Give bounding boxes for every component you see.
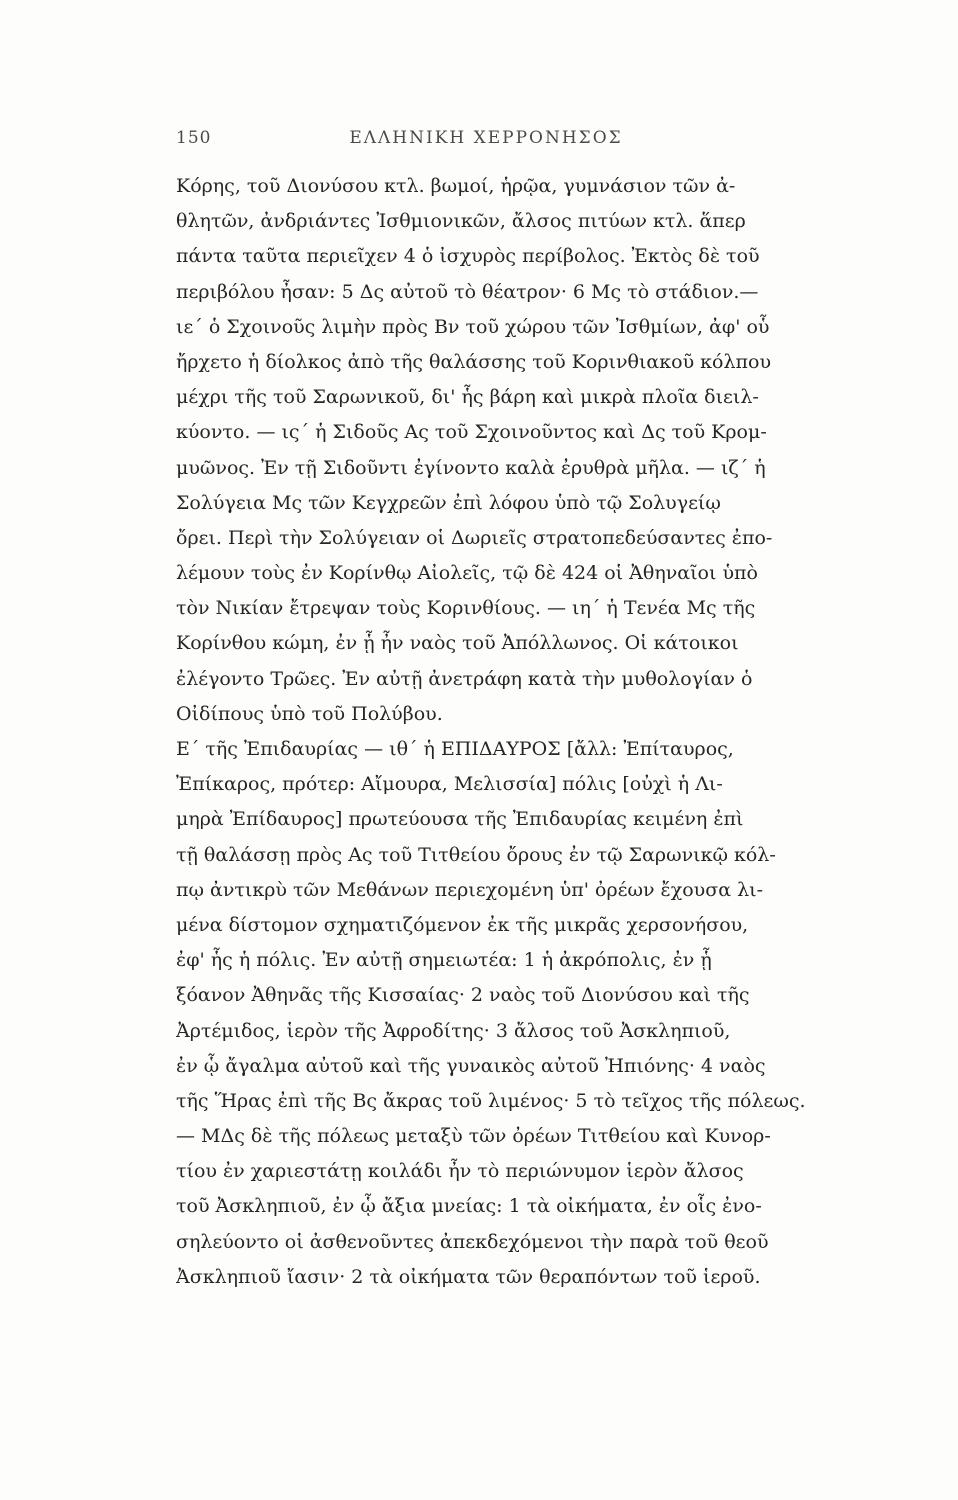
page-number: 150 — [176, 128, 212, 148]
text-line: ὄρει. Περὶ τὴν Σολύγειαν οἱ Δωριεῖς στρατοπεδεύσαντες ἐπο- — [176, 526, 773, 549]
text-line: ἐλέγοντο Τρῶες. Ἐν αὐτῇ ἀνετράφη κατὰ τὴν μυθολογίαν ὁ — [176, 667, 753, 690]
text-line: λέμουν τοὺς ἐν Κορίνθῳ Αἰολεῖς, τῷ δὲ 424 οἱ Ἀθηναῖοι ὑπὸ — [176, 562, 758, 585]
running-title: ΕΛΛΗΝΙΚΗ ΧΕΡΡΟΝΗΣΟΣ — [349, 128, 623, 148]
running-head — [176, 128, 796, 152]
body-text — [176, 169, 848, 1295]
text-line: Οἰδίπους ὑπὸ τοῦ Πολύβου. — [176, 702, 443, 725]
text-line: πῳ ἀντικρὺ τῶν Μεθάνων περιεχομένη ὑπ' ὀρέων ἔχουσα λι- — [176, 878, 763, 901]
text-line: μέχρι τῆς τοῦ Σαρωνικοῦ, δι' ἧς βάρη καὶ μικρὰ πλοῖα διειλ- — [176, 386, 759, 409]
text-line: μηρὰ Ἐπίδαυρος] πρωτεύουσα τῆς Ἐπιδαυρίας κειμένη ἐπὶ — [176, 808, 744, 831]
text-line: σηλεύοντο οἱ ἀσθενοῦντες ἀπεκδεχόμενοι τὴν παρὰ τοῦ θεοῦ — [176, 1230, 769, 1253]
text-line: τῇ θαλάσσῃ πρὸς Ας τοῦ Τιτθείου ὄρους ἐν τῷ Σαρωνικῷ κόλ- — [176, 843, 776, 866]
text-line: ιε΄ ὁ Σχοινοῦς λιμὴν πρὸς Βν τοῦ χώρου τῶν Ἰσθμίων, ἀφ' οὗ — [176, 315, 770, 338]
text-line: Ἀρτέμιδος, ἱερὸν τῆς Ἀφροδίτης· 3 ἄλσος τοῦ Ἀσκληπιοῦ, — [176, 1019, 731, 1042]
text-line: ἐν ᾧ ἄγαλμα αὐτοῦ καὶ τῆς γυναικὸς αὐτοῦ Ἠπιόνης· 4 ναὸς — [176, 1054, 766, 1077]
text-line: πάντα ταῦτα περιεῖχεν 4 ὁ ἰσχυρὸς περίβολος. Ἐκτὸς δὲ τοῦ — [176, 245, 760, 268]
text-line: τίου ἐν χαριεστάτῃ κοιλάδι ἦν τὸ περιώνυμον ἱερὸν ἄλσος — [176, 1160, 744, 1183]
text-line: τὸν Νικίαν ἔτρεψαν τοὺς Κορινθίους. — ιη΄ ἡ Τενέα Μς τῆς — [176, 597, 756, 620]
text-line: Ἀσκληπιοῦ ἴασιν· 2 τὰ οἰκήματα τῶν θεραπόντων τοῦ ἱεροῦ. — [176, 1265, 761, 1288]
text-line: μυῶνος. Ἐν τῇ Σιδοῦντι ἐγίνοντο καλὰ ἐρυθρὰ μῆλα. — ιζ΄ ἡ — [176, 456, 766, 479]
text-line: ξόανον Ἀθηνᾶς τῆς Κισσαίας· 2 ναὸς τοῦ Διονύσου καὶ τῆς — [176, 984, 750, 1007]
text-line: θλητῶν, ἀνδριάντες Ἰσθμιονικῶν, ἄλσος πιτύων κτλ. ἅπερ — [176, 210, 746, 233]
text-line: κύοντο. — ις΄ ἡ Σιδοῦς Ας τοῦ Σχοινοῦντος καὶ Δς τοῦ Κρομ- — [176, 421, 767, 444]
text-line: Ἐπίκαρος, πρότερ: Αἴμουρα, Μελισσία] πόλις [οὐχὶ ἡ Λι- — [176, 773, 723, 796]
text-line: τῆς Ἥρας ἐπὶ τῆς Βς ἄκρας τοῦ λιμένος· 5 τὸ τεῖχος τῆς πόλεως. — [176, 1089, 806, 1112]
text-line: Κορίνθου κώμη, ἐν ᾗ ἦν ναὸς τοῦ Ἀπόλλωνος. Οἱ κάτοικοι — [176, 632, 739, 655]
text-line: Κόρης, τοῦ Διονύσου κτλ. βωμοί, ἡρῷα, γυμνάσιον τῶν ἀ- — [176, 175, 736, 197]
text-line: ἐφ' ἧς ἡ πόλις. Ἐν αὐτῇ σημειωτέα: 1 ἡ ἀκρόπολις, ἐν ᾗ — [176, 949, 712, 972]
text-line: Ε΄ τῆς Ἐπιδαυρίας — ιθ΄ ἡ ΕΠΙΔΑΥΡΟΣ [ἄλλ: Ἐπίταυρος, — [176, 738, 734, 760]
text-line: Σολύγεια Μς τῶν Κεγχρεῶν ἐπὶ λόφου ὑπὸ τῷ Σολυγείῳ — [176, 491, 721, 514]
text-line: περιβόλου ἦσαν: 5 Δς αὐτοῦ τὸ θέατρον· 6 Μς τὸ στάδιον.— — [176, 280, 759, 303]
text-line: τοῦ Ἀσκληπιοῦ, ἐν ᾧ ἄξια μνείας: 1 τὰ οἰκήματα, ἐν οἷς ἐνο- — [176, 1195, 762, 1218]
text-line: μένα δίστομον σχηματιζόμενον ἐκ τῆς μικρᾶς χερσονήσου, — [176, 913, 749, 936]
text-line: ἤρχετο ἡ δίολκος ἀπὸ τῆς θαλάσσης τοῦ Κορινθιακοῦ κόλπου — [176, 350, 772, 373]
text-line: — ΜΔς δὲ τῆς πόλεως μεταξὺ τῶν ὀρέων Τιτθείου καὶ Κυνορ- — [176, 1125, 771, 1148]
